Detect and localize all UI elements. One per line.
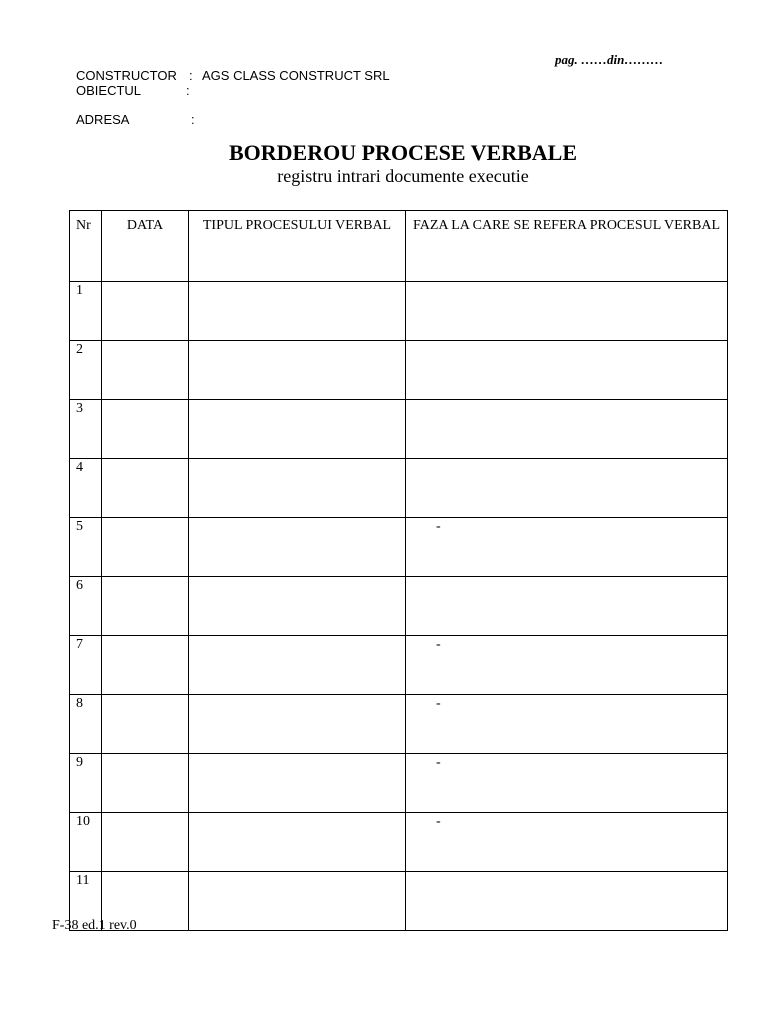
table-header-row: [70, 211, 728, 282]
row-number-cell[interactable]: 8: [70, 695, 102, 754]
obiectul-colon: :: [186, 83, 190, 98]
date-cell[interactable]: [102, 813, 189, 872]
column-header-faza: FAZA LA CARE SE REFERA PROCESUL VERBAL: [406, 211, 728, 282]
row-number-cell[interactable]: 7: [70, 636, 102, 695]
tipul-cell[interactable]: [189, 813, 406, 872]
row-number-cell[interactable]: 6: [70, 577, 102, 636]
faza-cell[interactable]: -: [406, 813, 728, 872]
document-title: BORDEROU PROCESE VERBALE: [229, 140, 577, 165]
date-cell[interactable]: [102, 518, 189, 577]
row-number-cell[interactable]: 1: [70, 282, 102, 341]
constructor-label: CONSTRUCTOR: [76, 68, 177, 83]
tipul-cell[interactable]: [189, 400, 406, 459]
adresa-colon: :: [191, 112, 195, 127]
document-subtitle: registru intrari documente executie: [277, 166, 529, 186]
date-cell[interactable]: [102, 341, 189, 400]
constructor-value: AGS CLASS CONSTRUCT SRL: [202, 68, 390, 83]
tipul-cell[interactable]: [189, 577, 406, 636]
date-cell[interactable]: [102, 400, 189, 459]
faza-cell[interactable]: [406, 341, 728, 400]
faza-cell[interactable]: -: [406, 754, 728, 813]
column-header-nr: Nr: [70, 211, 102, 282]
column-header-tipul: TIPUL PROCESULUI VERBAL: [189, 211, 406, 282]
table-row: [70, 695, 728, 754]
tipul-cell[interactable]: [189, 695, 406, 754]
date-cell[interactable]: [102, 459, 189, 518]
date-cell[interactable]: [102, 282, 189, 341]
faza-cell[interactable]: [406, 577, 728, 636]
row-number-cell[interactable]: 9: [70, 754, 102, 813]
table-row: [70, 636, 728, 695]
faza-cell[interactable]: -: [406, 636, 728, 695]
table-row: [70, 754, 728, 813]
table-row: [70, 577, 728, 636]
tipul-cell[interactable]: [189, 518, 406, 577]
table-row: [70, 813, 728, 872]
table-row: [70, 459, 728, 518]
table-row: [70, 341, 728, 400]
constructor-colon: :: [189, 68, 193, 83]
row-number-cell[interactable]: 4: [70, 459, 102, 518]
column-header-data: DATA: [102, 211, 189, 282]
tipul-cell[interactable]: [189, 636, 406, 695]
tipul-cell[interactable]: [189, 459, 406, 518]
table-row: [70, 872, 728, 931]
row-number-cell[interactable]: 10: [70, 813, 102, 872]
table-row: [70, 400, 728, 459]
faza-cell[interactable]: [406, 872, 728, 931]
faza-cell[interactable]: -: [406, 695, 728, 754]
row-number-cell[interactable]: 5: [70, 518, 102, 577]
page-reference: pag. ……din………: [555, 52, 664, 67]
row-number-cell[interactable]: 11: [70, 872, 102, 931]
table-row: [70, 282, 728, 341]
faza-cell[interactable]: -: [406, 518, 728, 577]
faza-cell[interactable]: [406, 282, 728, 341]
obiectul-label: OBIECTUL: [76, 83, 142, 98]
date-cell[interactable]: [102, 695, 189, 754]
table-row: [70, 518, 728, 577]
date-cell[interactable]: [102, 636, 189, 695]
tipul-cell[interactable]: [189, 282, 406, 341]
tipul-cell[interactable]: [189, 754, 406, 813]
faza-cell[interactable]: [406, 400, 728, 459]
register-table: [69, 210, 728, 931]
date-cell[interactable]: [102, 577, 189, 636]
date-cell[interactable]: [102, 754, 189, 813]
row-number-cell[interactable]: 2: [70, 341, 102, 400]
faza-cell[interactable]: [406, 459, 728, 518]
tipul-cell[interactable]: [189, 341, 406, 400]
tipul-cell[interactable]: [189, 872, 406, 931]
row-number-cell[interactable]: 3: [70, 400, 102, 459]
adresa-label: ADRESA: [76, 112, 130, 127]
form-code: F-38 ed.1 rev.0: [52, 918, 137, 933]
